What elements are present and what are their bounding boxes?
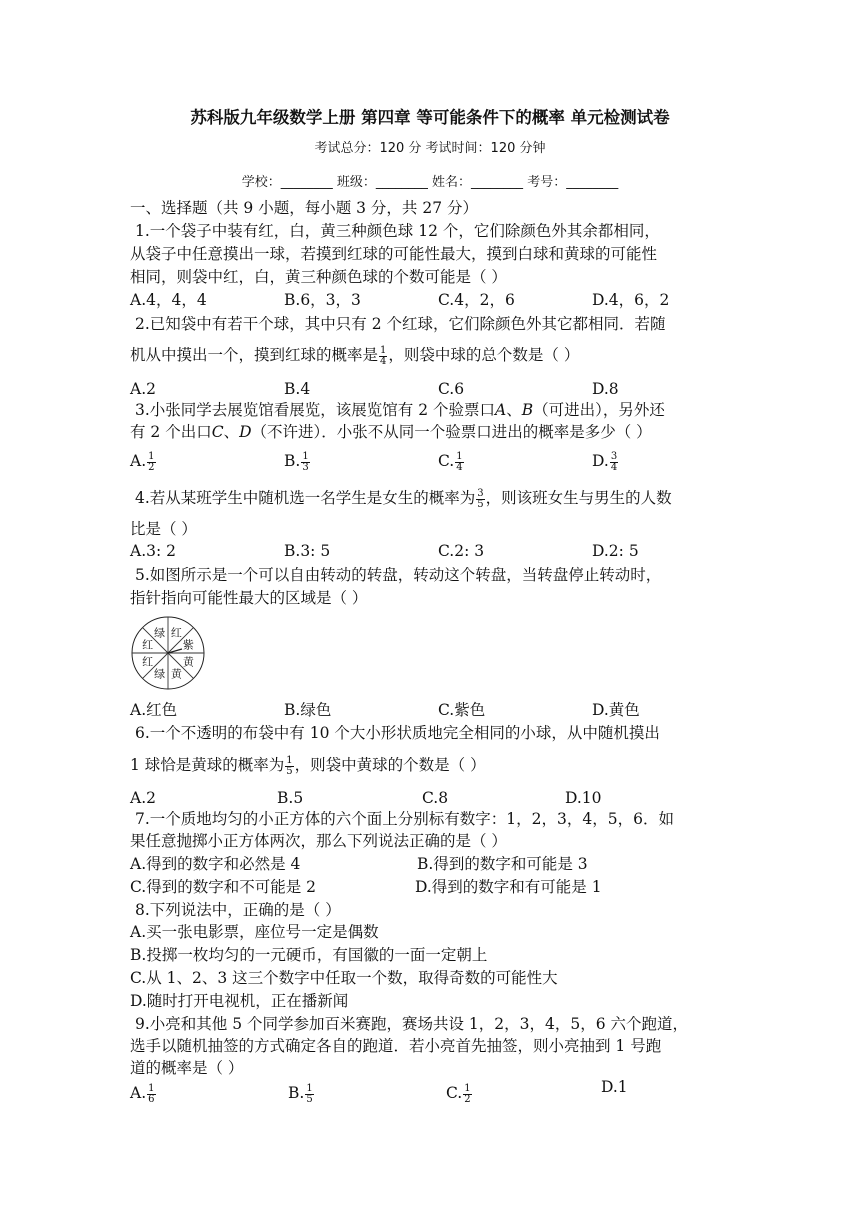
q5-option-c: C.紫色 — [438, 701, 486, 719]
q5-option-b: B.绿色 — [284, 701, 332, 719]
q4-stem-line2: 比是（ ） — [130, 520, 197, 538]
fraction-denominator: 2 — [464, 1093, 471, 1105]
fraction-numerator: 3 — [610, 450, 618, 462]
q6-text-b: ，则袋中黄球的个数是（ ） — [294, 756, 486, 774]
q9-option-d: D.1 — [601, 1078, 628, 1096]
q7-stem-line2: 果任意抛掷小正方体两次，那么下列说法正确的是（ ） — [130, 832, 507, 850]
exam-meta: 考试总分：120 分 考试时间：120 分钟 — [314, 141, 546, 156]
wheel-sector-label: 绿 — [154, 626, 166, 640]
q4-fraction — [476, 489, 484, 510]
q8-option-a: A.买一张电影票，座位号一定是偶数 — [130, 923, 379, 941]
q6-option-a: A.2 — [130, 789, 156, 807]
q2-option-b: B.4 — [284, 380, 311, 398]
q8-option-b: B.投掷一枚均匀的一元硬币，有国徽的一面一定朝上 — [130, 946, 488, 964]
wheel-sector-label: 红 — [170, 626, 182, 640]
q2-text-b: ，则袋中球的总个数是（ ） — [388, 346, 580, 364]
q8-option-d: D.随时打开电视机，正在播新闻 — [130, 992, 349, 1010]
q6-option-b: B.5 — [277, 789, 304, 807]
option-prefix: D. — [592, 452, 609, 470]
fraction-numerator: 1 — [148, 1082, 155, 1094]
fraction-numerator: 1 — [456, 450, 463, 462]
option-prefix: B. — [288, 1084, 305, 1102]
fraction-denominator: 5 — [477, 498, 484, 510]
q2-text-a: 机从中摸出一个，摸到红球的概率是 — [130, 346, 379, 364]
q6-option-c: C.8 — [422, 789, 449, 807]
q3-option-b — [284, 450, 311, 473]
option-fraction — [610, 452, 618, 473]
option-prefix: C. — [438, 452, 455, 470]
section-heading: 一、选择题（共 9 小题，每小题 3 分，共 27 分） — [130, 199, 479, 217]
q6-text-a: 1 球恰是黄球的概率为 — [130, 756, 285, 774]
q3-option-d — [592, 450, 619, 473]
q5-option-d: D.黄色 — [592, 701, 640, 719]
option-prefix: A. — [130, 452, 147, 470]
q9-stem-line1: 9.小亮和其他 5 个同学参加百米赛跑，赛场共设 1，2，3，4，5，6 六个跑道， — [135, 1015, 689, 1033]
q9-option-a — [130, 1082, 157, 1105]
q1-option-c: C.4，2，6 — [438, 291, 515, 309]
wheel-sector-label: 红 — [142, 638, 154, 652]
q4-text-a: 4.若从某班学生中随机选一名学生是女生的概率为 — [135, 489, 476, 507]
q9-option-c — [446, 1082, 473, 1105]
q1-stem-line2: 从袋子中任意摸出一球，若摸到红球的可能性最大，摸到白球和黄球的可能性 — [130, 245, 658, 263]
fraction-numerator: 1 — [148, 450, 155, 462]
q9-stem-line3: 道的概率是（ ） — [130, 1059, 244, 1077]
q4-text-b: ，则该班女生与男生的人数 — [485, 489, 672, 507]
q5-option-a: A.红色 — [130, 701, 178, 719]
q7-stem-line1: 7.一个质地均匀的小正方体的六个面上分别标有数字：1，2，3，4，5，6．如 — [135, 810, 674, 828]
q5-stem-line1: 5.如图所示是一个可以自由转动的转盘，转动这个转盘，当转盘停止转动时， — [135, 566, 662, 584]
q2-fraction — [379, 346, 387, 367]
option-prefix: A. — [130, 1084, 147, 1102]
fraction-denominator: 5 — [306, 1093, 313, 1105]
q9-option-b — [288, 1082, 315, 1105]
q8-stem-line1: 8.下列说法中，正确的是（ ） — [135, 901, 341, 919]
fraction-numerator: 1 — [464, 1082, 471, 1094]
fraction-denominator: 6 — [148, 1093, 155, 1105]
option-fraction — [455, 452, 463, 473]
q1-option-a: A.4，4，4 — [130, 291, 207, 309]
fraction-numerator: 1 — [286, 754, 293, 766]
q3-stem-line2: 有 2 个出口𝐶、𝐷（不许进）．小张不从同一个验票口进出的概率是多少（ ） — [130, 423, 652, 441]
q2-option-a: A.2 — [130, 380, 156, 398]
fraction-denominator: 4 — [456, 461, 463, 473]
q7-option-a: A.得到的数字和必然是 4 — [130, 855, 301, 873]
fraction-numerator: 3 — [477, 487, 484, 499]
q4-option-c: C.2: 3 — [438, 542, 485, 560]
fraction-denominator: 4 — [380, 355, 387, 367]
option-fraction — [147, 1084, 155, 1105]
q6-fraction — [285, 756, 293, 777]
q1-stem-line3: 相同，则袋中红，白，黄三种颜色球的个数可能是（ ） — [130, 268, 507, 286]
q5-stem-line2: 指针指向可能性最大的区域是（ ） — [130, 589, 368, 607]
option-fraction — [147, 452, 155, 473]
spinner-wheel — [130, 615, 206, 691]
q2-stem-line2 — [130, 344, 579, 367]
fraction-numerator: 1 — [306, 1082, 313, 1094]
q4-option-a: A.3: 2 — [130, 542, 176, 560]
q7-option-c: C.得到的数字和不可能是 2 — [130, 878, 317, 896]
q4-option-d: D.2: 5 — [592, 542, 639, 560]
fraction-denominator: 2 — [148, 461, 155, 473]
q1-stem-line1: 1.一个袋子中装有红，白，黄三种颜色球 12 个，它们除颜色外其余都相同， — [135, 222, 660, 240]
q3-stem-line1: 3.小张同学去展览馆看展览，该展览馆有 2 个验票口𝐴、𝐵（可进出），另外还 — [135, 401, 665, 419]
wheel-sector-label: 黄 — [182, 655, 194, 669]
q8-option-c: C.从 1、2、3 这三个数字中任取一个数，取得奇数的可能性大 — [130, 969, 558, 987]
q7-option-b: B.得到的数字和可能是 3 — [417, 855, 588, 873]
fraction-denominator: 4 — [610, 461, 618, 473]
q6-stem-line2 — [130, 754, 486, 777]
q3-option-a — [130, 450, 157, 473]
q6-option-d: D.10 — [565, 789, 602, 807]
q1-option-b: B.6，3，3 — [284, 291, 361, 309]
option-prefix: C. — [446, 1084, 463, 1102]
fraction-numerator: 1 — [302, 450, 309, 462]
option-fraction — [305, 1084, 313, 1105]
q2-option-d: D.8 — [592, 380, 619, 398]
wheel-sector-label: 红 — [142, 655, 154, 669]
q2-stem-line1: 2.已知袋中有若干个球，其中只有 2 个红球，它们除颜色外其它都相同．若随 — [135, 315, 666, 333]
q4-stem-line1 — [135, 487, 672, 510]
q7-option-d: D.得到的数字和有可能是 1 — [415, 878, 602, 896]
fraction-denominator: 5 — [286, 765, 293, 777]
q6-stem-line1: 6.一个不透明的布袋中有 10 个大小形状质地完全相同的小球，从中随机摸出 — [135, 724, 660, 742]
option-prefix: B. — [284, 452, 301, 470]
option-fraction — [301, 452, 309, 473]
option-fraction — [463, 1084, 471, 1105]
q4-option-b: B.3: 5 — [284, 542, 331, 560]
fraction-denominator: 3 — [302, 461, 309, 473]
wheel-sector-label: 绿 — [154, 667, 166, 681]
q1-option-d: D.4，6，2 — [592, 291, 670, 309]
q3-option-c — [438, 450, 465, 473]
student-fields: 学校：________ 班级：________ 姓名：________ 考号：________ — [241, 175, 619, 190]
page-title: 苏科版九年级数学上册 第四章 等可能条件下的概率 单元检测试卷 — [190, 108, 670, 127]
fraction-numerator: 1 — [380, 344, 387, 356]
wheel-sector-label: 黄 — [170, 667, 182, 681]
wheel-sector-label: 紫 — [182, 638, 194, 652]
q9-stem-line2: 选手以随机抽签的方式确定各自的跑道．若小亮首先抽签，则小亮抽到 1 号跑 — [130, 1037, 662, 1055]
q2-option-c: C.6 — [438, 380, 465, 398]
